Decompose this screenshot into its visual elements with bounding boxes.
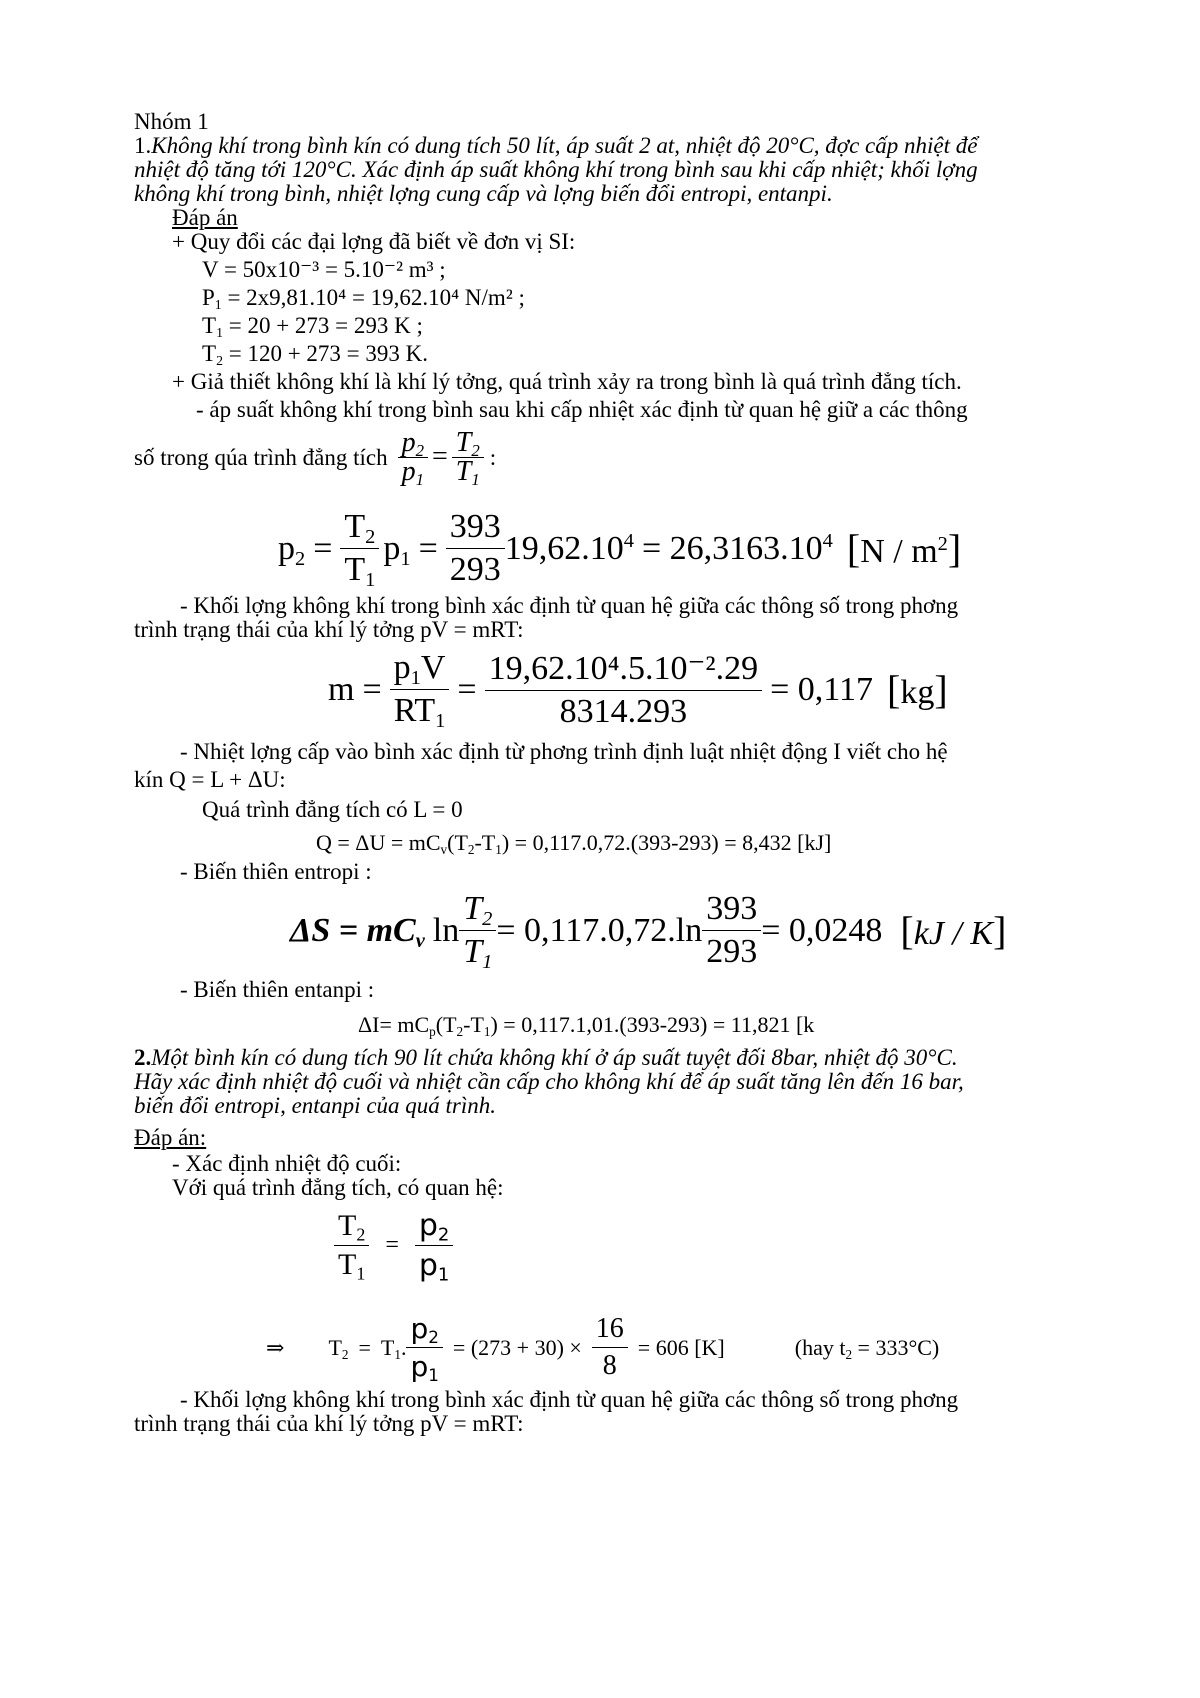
answer-1-heading: Đáp án	[172, 205, 238, 230]
t2-over-t1-fraction	[452, 426, 484, 489]
fraction-denominator: 293	[449, 551, 501, 588]
si-conversion-heading: + Quy đổi các đại lợng đã biết về đơn vị SI:	[172, 229, 576, 254]
p1-value-sci: 19,62.10$^4$	[504, 529, 634, 567]
mass-unit: [kg]	[887, 667, 948, 712]
fraction-numerator: 19,62.10⁴.5.10⁻².29	[485, 646, 763, 691]
p2-unit: $[N / m^2]$	[846, 526, 962, 571]
p1-value: = 2x9,81.10⁴ = 19,62.10⁴ N/m² ;	[221, 285, 525, 310]
volume-line: V = 50x10⁻³ = 5.10⁻² m³ ;	[202, 257, 446, 282]
fraction-numerator: 393	[446, 506, 505, 549]
p1-symbol: P	[202, 285, 215, 310]
equals-sign: =	[358, 1334, 371, 1360]
fraction-numerator: $T_2$	[340, 506, 379, 549]
fraction-denominator: 8314.293	[559, 693, 688, 730]
group-title: Nhóm 1	[134, 109, 209, 134]
t2-subscript: 2	[216, 353, 223, 369]
ratio-393-293	[702, 888, 761, 973]
fraction-denominator: $T_1$	[338, 1248, 366, 1284]
enthalpy-equation: $\Delta I= mC_p(T_2-T_1) = 0,117.1,01.(393-293) = 11,821$ [k	[358, 1012, 815, 1039]
fraction-numerator: $p_2$	[406, 1310, 442, 1348]
sub-1: 1	[415, 469, 424, 489]
ds-lhs: $\Delta S = mC_v$	[290, 911, 425, 952]
heat-intro-line-1: - Nhiệt lợng cấp vào bình xác định từ phơng trình định luật nhiệt động I viết cho hệ	[180, 739, 948, 764]
fraction-numerator: 16	[592, 1311, 628, 1348]
heat-equation: $Q = \Delta U = mC_v(T_2-T_1) = 0,117.0,72.(393-293) = 8,432$ [kJ]	[316, 830, 832, 857]
fraction-denominator: 8	[602, 1350, 617, 1381]
fraction-denominator: $p_1$	[418, 1248, 450, 1286]
problem-2-line-1	[134, 1046, 958, 1069]
mass-numeric-fraction	[485, 646, 763, 733]
fraction-denominator: $T_1$	[344, 551, 376, 592]
t2-over-t1	[459, 888, 496, 973]
mass-intro-2-line-1: - Khối lợng không khí trong bình xác định từ quan hệ giữa các thông số trong phơng	[180, 1387, 959, 1412]
isochoric-note: Quá trình đẳng tích có L = 0	[202, 797, 463, 822]
t2-calculation	[266, 1310, 939, 1385]
ds-result: = 0,0248	[761, 911, 883, 949]
ratio-16-8	[592, 1311, 628, 1384]
fraction-numerator	[452, 426, 484, 460]
entropy-label: - Biến thiên entropi :	[180, 859, 372, 884]
p1v-over-rt1	[390, 647, 450, 732]
fraction-numerator	[398, 426, 428, 460]
isochoric-ratio-equation	[334, 1206, 453, 1285]
ideal-gas-assumption: + Giả thiết không khí là khí lý tởng, quá trình xảy ra trong bình là quá trình đẳng tích.	[172, 369, 962, 394]
ratio-393-293	[446, 506, 505, 591]
problem-2-number: 2.	[134, 1045, 152, 1070]
t2-line	[202, 341, 428, 369]
m-symbol: m	[328, 670, 355, 708]
problem-1-line-1	[134, 134, 977, 157]
problem-1-line-2: nhiệt độ tăng tới 120°C. Xác định áp suất không khí trong bình sau khi cấp nhiệt; khối lợng	[134, 157, 978, 182]
equals-sign: =	[432, 441, 448, 472]
ds-unit: [kJ / K]	[900, 908, 1007, 953]
t-symbol: T	[455, 455, 472, 487]
t2-symbol: T	[202, 341, 217, 366]
fraction-numerator: $p_2$	[415, 1206, 454, 1246]
sub-2: 2	[415, 440, 424, 460]
fraction-denominator: $RT_1$	[393, 692, 446, 733]
fraction-denominator	[452, 455, 484, 489]
ln-symbol: ln	[432, 911, 460, 949]
p2-equation	[278, 506, 961, 591]
t2-over-t1	[340, 506, 379, 591]
heat-intro-line-2: kín Q = L + ΔU:	[134, 767, 286, 792]
t1-line	[202, 313, 423, 341]
problem-2-text-1: Một bình kín có dung tích 90 lít chứa không khí ở áp suất tuyệt đối 8bar, nhiệt độ 30°C.	[151, 1045, 958, 1070]
p2-over-p1	[406, 1310, 442, 1385]
p2-symbol: $p_2$	[278, 529, 306, 570]
problem-1-number: 1.	[134, 133, 152, 158]
problem-2-line-3: biến đổi entropi, entanpi của quá trình.	[134, 1093, 497, 1118]
t2-symbol: $T_2$	[328, 1334, 349, 1362]
fraction-denominator: $T_1$	[463, 933, 493, 974]
fraction-numerator: $p_1V$	[390, 647, 450, 690]
p2-over-p1-fraction	[398, 426, 428, 489]
t2-celsius-note: (hay $t_2 = 333^\circ C$)	[794, 1334, 940, 1362]
t1-value: = 20 + 273 = 293 K ;	[222, 313, 423, 338]
equals-sign: =	[457, 670, 477, 708]
problem-1-text-1: Không khí trong bình kín có dung tích 50 lít, áp suất 2 at, nhiệt độ 20°C, đợc cấp nhiệt để	[151, 133, 978, 158]
p-symbol: p	[401, 455, 416, 487]
equals-sign: =	[362, 670, 382, 708]
sub-2: 2	[471, 440, 480, 460]
p1-line	[202, 285, 525, 313]
mass-intro-line-1: - Khối lợng không khí trong bình xác định từ quan hệ giữa các thông số trong phơng	[180, 593, 959, 618]
ds-middle: = 0,117.0,72.ln	[496, 911, 703, 949]
p2-result: = $26,3163.10^4$	[641, 529, 833, 567]
t-symbol: T	[455, 426, 472, 458]
colon: :	[489, 444, 497, 470]
pressure-intro-line-2	[134, 426, 496, 488]
equals-sign: =	[385, 1232, 399, 1258]
equals-sign: =	[418, 529, 438, 567]
entropy-equation	[290, 888, 1006, 973]
fraction-numerator: $T_2$	[459, 888, 496, 931]
fraction-numerator: $T_2$	[334, 1207, 369, 1246]
mass-intro-line-2: trình trạng thái của khí lý tởng pV = mRT:	[134, 617, 524, 642]
equals-sign: =	[313, 529, 333, 567]
problem-1-line-3: không khí trong bình, nhiệt lợng cung cấp và lợng biến đổi entropi, entanpi.	[134, 181, 833, 206]
p1-subscript: 1	[214, 297, 222, 313]
answer-2-heading: Đáp án:	[134, 1125, 207, 1150]
final-temp-label: - Xác định nhiệt độ cuối:	[172, 1151, 402, 1176]
mass-equation	[328, 646, 948, 733]
t2-value: = 120 + 273 = 393 K.	[222, 341, 428, 366]
p2-over-p1	[415, 1206, 454, 1285]
p-symbol: p	[401, 426, 416, 458]
t1-symbol: T	[202, 313, 217, 338]
enthalpy-label: - Biến thiên entanpi :	[180, 977, 375, 1002]
implies-arrow: ⇒	[266, 1334, 285, 1360]
t2-over-t1	[334, 1207, 369, 1284]
problem-2-line-2: Hãy xác định nhiệt độ cuối và nhiệt cần cấp cho không khí để áp suất tăng lên đến 16 bar,	[134, 1069, 964, 1094]
fraction-denominator	[398, 455, 428, 489]
mass-result: = 0,117	[770, 670, 874, 708]
t2-calc-middle: = (273 + 30) ×	[452, 1334, 582, 1360]
fraction-numerator: 393	[702, 888, 761, 931]
t1-subscript: 1	[216, 325, 223, 341]
t2-result: = 606 [K]	[637, 1334, 725, 1360]
pressure-intro-text: số trong qúa trình đẳng tích	[134, 444, 388, 470]
p1-symbol: $p_1$	[383, 529, 411, 570]
fraction-denominator: $p_1$	[410, 1350, 439, 1386]
mass-intro-2-line-2: trình trạng thái của khí lý tởng pV = mRT:	[134, 1411, 524, 1436]
pressure-intro-line-1: - áp suất không khí trong bình sau khi cấp nhiệt xác định từ quan hệ giữ a các thông	[196, 397, 968, 422]
relation-label: Với quá trình đẳng tích, có quan hệ:	[172, 1175, 504, 1200]
t1-symbol: $T_1$.	[380, 1334, 407, 1362]
fraction-denominator: 293	[706, 933, 758, 970]
sub-1: 1	[471, 469, 480, 489]
